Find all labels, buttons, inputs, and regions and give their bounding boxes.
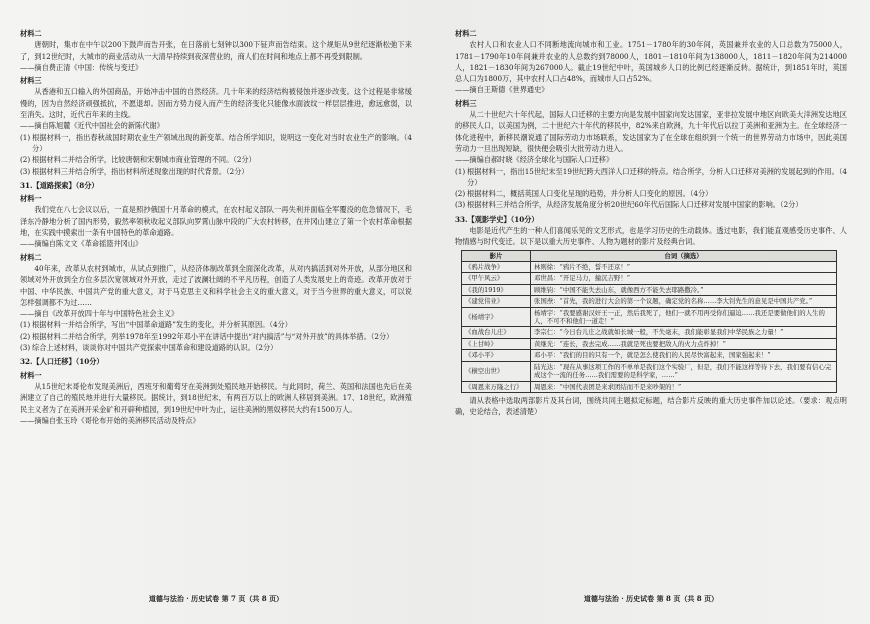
question-text: 综合上述材料，谈谈你对中国共产党探索中国革命和建设道路的认识。（2分）: [32, 343, 278, 353]
material-label: 材料二: [455, 29, 477, 38]
material-text: 我们党在八七会议以后，一直是照抄俄国十月革命的模式，在农村起义部队一再失利并面临全军覆没的危急情况下，毛泽东冷静地分析了国内形势，毅然率领秋收起义部队向罗霄山脉中段的广大农村转移，在井冈山建立了第一个农村革命根据地，在实践中摸索出一条有中国特色的革命道路。: [20, 205, 412, 238]
question-task: 请从表格中选取两部影片及其台词，围绕共同主题拟定标题，结合影片反映的重大历史事件加以论述。（要求：观点明确，史论结合，表述清楚）: [455, 395, 847, 417]
material-label: 材料二: [20, 252, 42, 262]
material-text: 唐朝时，集市在中午以200下鼓声而告开张，在日落前七刻钟以300下钲声而告结束。这个规矩从9世纪逐渐松弛下来了，到12世纪时，大城市的商业活动从一大清早持续到夜深营业的，商人们在时间和地点上都不再受到限制。: [20, 40, 412, 61]
question-text: 根据材料三并结合所学，从经济发展角度分析20世纪60年代后国际人口迁移对发展中国家的影响。（2分）: [467, 200, 803, 210]
table-row: [462, 327, 837, 338]
question-item: (2) 根据材料二并结合所学，比较唐朝和宋朝城市商业管理的不同。（2分）: [20, 155, 256, 165]
film-title: 《血战台儿庄》: [462, 327, 531, 338]
film-title: 《甲午风云》: [462, 273, 531, 284]
film-title: 《横空出世》: [462, 361, 531, 381]
film-title: 《上甘岭》: [462, 338, 531, 349]
table-row: [462, 284, 837, 295]
question-item: (1) 根据材料一，指出15世纪末至19世纪跨大西洋人口迁移的特点。结合所学，分析人口迁移对美洲的发展起到的作用。（4分）: [455, 166, 847, 187]
film-quote: 邓小平：“我们的目的只有一个，就是怎么使我们的人民尽快富起来，国家强起来！”: [531, 350, 837, 361]
question-item: (1) 根据材料一并结合所学，写出“中国革命道路”发生的变化，并分析其原因。（4分）: [20, 320, 292, 330]
material-source: ——摘自陈旭麓《近代中国社会的新陈代谢》: [20, 121, 164, 131]
film-quote: 周恩来：“中国代表团是来求团结而不是来吵架的！”: [531, 381, 837, 392]
table-row: [462, 381, 837, 392]
film-quote: 陆光达：“现在从事这项工作的不单单是我们这个实验厂，但是，我们不能这样等待下去，我们要有信心完成这个一流的任务……我们需要的是科学家，……”: [531, 361, 837, 381]
table-row: [462, 307, 837, 327]
question-heading: 31.【道路探索】（8分）: [20, 180, 99, 190]
question-item: (3) 根据材料三并结合所学，指出材料所述现象出现的时代背景。（2分）: [20, 166, 249, 176]
material-source: ——摘自《改革开放四十年与中国特色社会主义》: [20, 309, 179, 319]
film-title: 《周恩来万隆之行》: [462, 381, 531, 392]
film-table-body: [462, 262, 837, 393]
column-header-line: 台词（摘选）: [531, 250, 837, 261]
question-heading: 32.【人口迁移】（10分）: [20, 357, 104, 367]
material-label: 材料三: [455, 98, 477, 108]
question-item: (1) 根据材料一，指出春秋战国时期农业生产领域出现的新变革。结合所学知识，说明这一变化对当时农业生产的影响。（4分）: [20, 132, 412, 153]
film-title: 《鸦片战争》: [462, 262, 531, 273]
question-item: (2) 根据材料二，概括英国人口变化呈现的趋势，并分析人口变化的原因。（4分）: [455, 189, 713, 199]
material-text: 从香港和五口输入的外国商品，开始冲击中国的自然经济。几十年来的经济结构被侵蚀并逐步改变。这个过程是非常缓慢的，因为自然经济顽强抵抗，不愿退却。因而方势力侵入而产生的经济变化只能像水面波纹一样层层推进，愈远愈弱，以至消失。这时，近代百年来的主线。: [20, 87, 412, 120]
table-header-row: [462, 250, 837, 261]
question-text: 根据材料二，概括英国人口变化呈现的趋势，并分析人口变化的原因。（4分）: [467, 189, 713, 199]
question-text: 根据材料二并结合所学，列举1978年至1992年邓小平在讲话中提出“对内搞活”与“对外开放”的具体举措。（2分）: [32, 331, 394, 341]
film-quote: 李宗仁：“今日台儿庄之战就如长城一般，不失毫末，我们能彰显我们中华民族之力量！”: [531, 327, 837, 338]
question-item: (3) 根据材料三并结合所学，从经济发展角度分析20世纪60年代后国际人口迁移对发展中国家的影响。（2分）: [455, 200, 803, 210]
table-row: [462, 361, 837, 381]
table-row: [462, 262, 837, 273]
material-text: 从15世纪末哥伦布发现美洲后，西班牙和葡萄牙在美洲到处殖民地开始移民。与此同时，荷兰、英国和法国也先后在美洲建立了自己的殖民地并进行大量移民。据统计，到18世纪末，有两百万以上的欧洲人移居到美洲。17、18世纪，欧洲殖民主义者为了在美洲开采金矿和开辟种植园，到19世纪中叶为止，运往美洲的黑奴移民大约有1500万人。: [20, 381, 412, 414]
film-table: [461, 250, 837, 393]
material-label: 材料一: [20, 194, 42, 204]
material-label: 材料三: [20, 76, 42, 86]
film-quote: 张国焘：“首先，我的进行大会的第一个议题，确定党的名称……李大钊先生的意见是中国共产党。”: [531, 296, 837, 307]
column-header-film: 影片: [462, 250, 531, 261]
film-quote: 杨靖宇：“我要感谢汉奸王一正，然后我死了，他们一就不用再受你们逼迫……我还是要做他们的人生的人，不可不和他们一道走！”: [531, 307, 837, 327]
table-row: [462, 338, 837, 349]
film-quote: 黄继光：“连长，我去完成……我就是死也要把敌人的火力点炸掉！”: [531, 338, 837, 349]
question-heading: 33.【观影学史】（10分）: [455, 214, 539, 224]
film-title: 《建党伟业》: [462, 296, 531, 307]
film-quote: 邓世昌：“开足马力，撞沉吉野！”: [531, 273, 837, 284]
table-row: [462, 296, 837, 307]
question-item: (2) 根据材料二并结合所学，列举1978年至1992年邓小平在讲话中提出“对内搞活”与“对外开放”的具体举措。（2分）: [20, 331, 394, 341]
film-title: 《我的1919》: [462, 284, 531, 295]
material-label: 材料一: [20, 370, 42, 380]
material-source: ——摘编自张玉玲《哥伦布开始的美洲移民活动及特点》: [20, 415, 200, 425]
page-footer: 道德与法治 · 历史试卷 第 8 页（共 8 页）: [583, 594, 719, 603]
question-text: 根据材料二并结合所学，比较唐朝和宋朝城市商业管理的不同。（2分）: [32, 155, 256, 165]
material-text: 农村人口和农业人口不同断地流向城市和工业。1751－1780年的30年间，英国兼并农业的人口总数为75000人，1781－1790年10年间兼并农业的人总数约到78000人，1801－1810年间为138000人，1811－1820年间为214000人，1821－1830年间为267000人。截止19世纪中叶，英国城乡人口的比例已经逐渐反转。据统计，到1851年时，英国总人口为1800万，其中农村人口占48%，而城市人口占52%。: [455, 40, 847, 84]
film-title: 《邓小平》: [462, 350, 531, 361]
page-right: [455, 26, 847, 592]
film-quote: 林则徐：“鸦片不绝，誓不还京！”: [531, 262, 837, 273]
question-item: (3) 综合上述材料，谈谈你对中国共产党探索中国革命和建设道路的认识。（2分）: [20, 343, 278, 353]
film-title: 《杨靖宇》: [462, 307, 531, 327]
question-text: 根据材料一，指出15世纪末至19世纪跨大西洋人口迁移的特点。结合所学，分析人口迁移对美洲的发展起到的作用。（4分）: [467, 166, 847, 187]
film-quote: 顾维钧：“中国不能失去山东，就像西方不能失去耶路撒冷。”: [531, 284, 837, 295]
material-text: 从二十世纪六十年代起，国际人口迁移的主要方向是发展中国家向发达国家，亚非拉发展中地区向欧美大洋洲发达地区的移民人口，以美国为例，二十世纪六十年代的移民中，82%来自欧洲，九十年代后以拉丁美洲和亚洲为主。在全球经济一体化进程中，新移民潮说通了国际劳动力市场联系，发达国家为了在全球在组织到一个统一的世界劳动力市场中，因此美国劳动力一旦出现短缺，很快便会吸引大批劳动力进入。: [455, 110, 847, 153]
page-left: [20, 26, 412, 592]
page-footer: 道德与法治 · 历史试卷 第 7 页（共 8 页）: [148, 594, 284, 603]
question-text: 根据材料一并结合所学，写出“中国革命道路”发生的变化，并分析其原因。（4分）: [32, 320, 292, 330]
question-intro: 电影是近代产生的一种人们喜闻乐见的文艺形式，也是学习历史的生动载体。透过电影，我们能直观感受历史事件、人物情感与时代变迁。以下是以重大历史事件、人物为题材的影片及经典台词。: [455, 226, 847, 247]
material-text: 40年来，改革从农村到城市，从试点到推广，从经济体制改革到全面深化改革，从对内搞活到对外开放，从部分地区和领域对外开放到全方位多层次宽领域对外开放，走过了波澜壮阔的不平凡历程，创造了人类发展史上的奇迹。改革开放对于中国、中华民族、中国共产党的重大意义，对于马克思主义和科学社会主义的重大意义，对于当今世界的重大意义，可以说怎样强调都不为过……: [20, 263, 412, 307]
question-text: 根据材料三并结合所学，指出材料所述现象出现的时代背景。（2分）: [32, 166, 249, 176]
material-source: ——摘编自郝时晓《经济全球化与国际人口迁移》: [455, 155, 614, 165]
table-row: [462, 273, 837, 284]
material-source: ——摘自费正清《中国：传统与变迁》: [20, 62, 143, 72]
material-label: 材料二: [20, 29, 42, 38]
material-source: ——摘自王斯德《世界通史》: [455, 85, 549, 95]
material-source: ——摘编自陈文文《革命摇篮井冈山》: [20, 239, 143, 249]
table-row: [462, 350, 837, 361]
question-text: 根据材料一，指出春秋战国时期农业生产领域出现的新变革。结合所学知识，说明这一变化对当时农业生产的影响。（4分）: [32, 132, 412, 153]
